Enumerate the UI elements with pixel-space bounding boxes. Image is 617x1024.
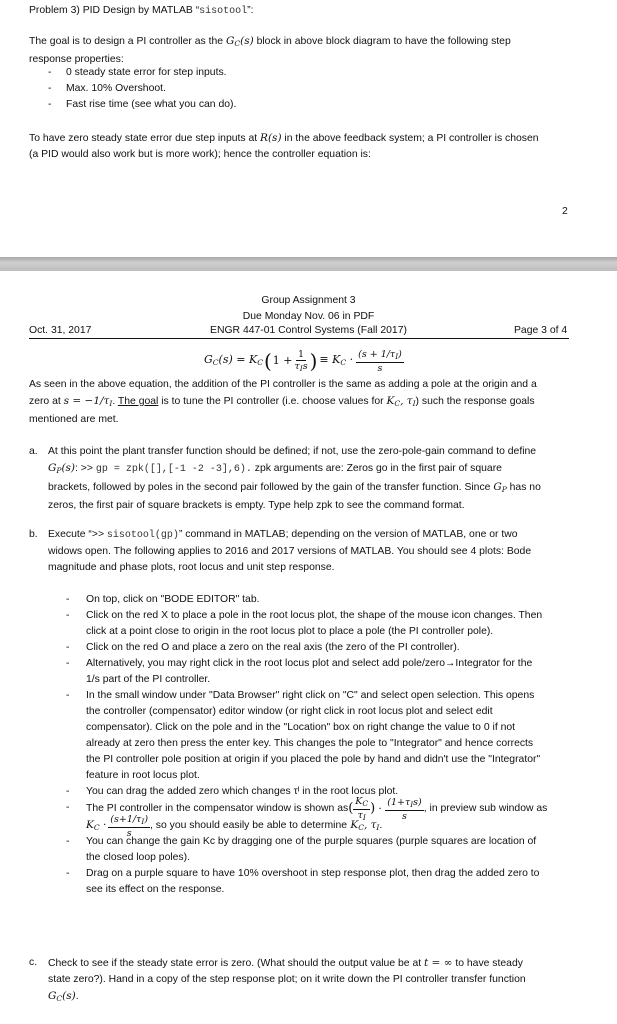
list-item: - In the small window under "Data Browser" right click on "C" and select open selection. This opens the controller (compensator) editor window (or right click in root locus plot and select edit compensator). Click on the pole and in the "Location" box on right change the value to 0 if not already at zero then press the enter key. This changes the pole to "Integrator" and hence corrects the PI controller pole position at origin if you placed the pole by hand and didn't use the "Integrator" feature in root locus plot. [66, 688, 566, 784]
controller-equation: $G_C(s) = K_C$ ( 1 + $\frac{1}{\tau_Is}$ ) ≡ $K_C$ · $\frac{(s + 1/\tau_I)}{s}$ [204, 348, 402, 374]
list-item: - You can change the gain Kᴄ by dragging one of the purple squares (purple squares are location of the closed loop poles). [66, 834, 566, 866]
zero-error-paragraph: To have zero steady state error due step inputs at R(s) in the above feedback system; a PI controller is chosen (a PID would also work but is more work); hence the controller equation is: [29, 132, 539, 160]
list-item: - Click on the red X to place a pole in the root locus plot, the shape of the mouse icon changes. Then click at a point close to origin in the root locus plot to place a pole (the PI controller pole). [66, 608, 566, 640]
page-divider [0, 257, 617, 271]
header-course: ENGR 447-01 Control Systems (Fall 2017) [210, 325, 407, 336]
list-item: - You can drag the added zero which changes τᴵ in the root locus plot. [66, 784, 566, 800]
section-c-label: c. [29, 957, 38, 968]
due-label: Due Monday Nov. 06 in PDF [242, 311, 375, 322]
header-page: Page 3 of 4 [514, 325, 568, 336]
section-a-label: a. [29, 446, 38, 457]
list-item: - Drag on a purple square to have 10% overshoot in step response plot, then drag the added zero to see its effect on the response. [66, 866, 566, 898]
list-item: - Alternatively, you may right click in the root locus plot and select add pole/zero→Integrator for the 1/s part of the PI controller. [66, 656, 566, 688]
list-item: - 0 steady state error for step inputs. [48, 65, 548, 81]
goal-paragraph: The goal is to design a PI controller as the $G_C(s)$ block in above block diagram to have the following step response properties: [29, 35, 511, 65]
page-header [0, 293, 617, 325]
section-a-text: At this point the plant transfer function should be defined; if not, use the zero-pole-gain command to define $G_P(s)$: >> gp = zpk([],[-1 -2 -3],6). zpk arguments are: Zeros go in the first pair of square brackets, followed by poles in the second pair followed by the gain of the transfer function. Since $G_P$ has no zeros, the first pair of square brackets is empty. Type help zpk to see the command format. [48, 446, 541, 511]
header-date: Oct. 31, 2017 [29, 325, 92, 336]
section-c-text: Check to see if the steady state error is zero. (What should the output value be at t = ∞ to have steady state zero?). Hand in a copy of the step response plot; on it write down the PI controller transfer function $G_C(s)$. [48, 957, 526, 1003]
group-label: Group Assignment 3 [261, 295, 356, 306]
list-item: - The PI controller in the compensator window is shown as ( $\frac{K_C}{\tau_I}$ ) · $\frac{(1+\tau_Is)}{s}$ , in preview sub window as $K_C$ · $\frac{(s+1/\tau_I)}{s}$ , so you should easily be able to determine $K_C$, $\tau_I$ . [66, 800, 566, 832]
list-item: - On top, click on "BODE EDITOR" tab. [66, 592, 566, 608]
section-b-text: Execute “>> sisotool(gp)” command in MATLAB; depending on the version of MATLAB, one or two widows open. The following applies to 2016 and 2017 versions of MATLAB. You should see 4 plots: Bode magnitude and phase plots, root locus and unit step response. [48, 529, 532, 573]
problem-title: Problem 3) PID Design by MATLAB “sisotool”: [29, 5, 254, 17]
property-list [48, 65, 548, 113]
list-item: - Click on the red O and place a zero on the real axis (the zero of the PI controller). [66, 640, 566, 656]
list-item: - Max. 10% Overshoot. [48, 81, 548, 97]
page-number-previous: 2 [562, 206, 568, 217]
list-item: - Fast rise time (see what you can do). [48, 97, 548, 113]
instruction-list [66, 592, 566, 898]
section-b-label: b. [29, 529, 38, 540]
intro-paragraph: As seen in the above equation, the addition of the PI controller is the same as adding a pole at the origin and a zero at $s = -1/\tau_I$. The goal is to tune the PI controller (i.e. choose values for $K_C$, $\tau_I$) such the response goals mentioned are met. [29, 379, 537, 425]
